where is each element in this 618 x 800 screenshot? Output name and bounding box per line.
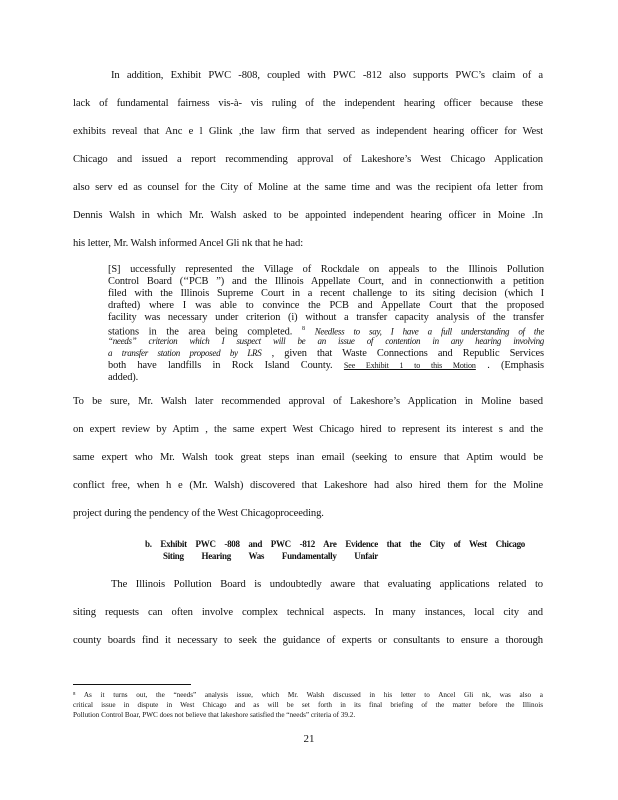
paragraph-line: exhibits reveal that Anc e l Glink ,the law firm that served as independent hearing officer for West	[73, 126, 543, 137]
paragraph-line: on expert review by Aptim , the same expert West Chicago hired to represent its interest s and the	[73, 424, 543, 435]
paragraph-line: his letter, Mr. Walsh informed Ancel Gli nk that he had:	[73, 238, 304, 249]
paragraph-line: In addition, Exhibit PWC -808, coupled with PWC -812 also supports PWC’s claim of a	[111, 70, 543, 81]
block-quote-line	[108, 360, 544, 372]
block-quote-line: drafted) where I was able to convince the PCB and Appellate Court that the proposed	[108, 300, 544, 311]
paragraph-line: The Illinois Pollution Board is undoubtedly aware that evaluating applications related to	[111, 579, 543, 590]
block-quote-line: [S] uccessfully represented the Village of Rockdale on appeals to the Illinois Pollution	[108, 264, 544, 275]
paragraph-line: To be sure, Mr. Walsh later recommended approval of Lakeshore’s Application in Moline based	[73, 396, 543, 407]
paragraph-line: also serv ed as counsel for the City of Moline at the same time and was the recipient ofa letter from	[73, 182, 543, 193]
paragraph-line: lack of fundamental fairness vis-à- vis ruling of the independent hearing officer because these	[73, 98, 543, 109]
block-quote-line	[108, 348, 544, 360]
emphasis-line: “needs” criterion which I suspect will be an issue of contention in any hearing involving	[108, 336, 544, 346]
paragraph-line: Dennis Walsh in which Mr. Walsh asked to be appointed independent hearing officer in Moine .In	[73, 210, 543, 221]
block-quote-line: facility was necessary under criterion (i) without a transfer capacity analysis of the transfer	[108, 312, 544, 323]
footnote-line: critical issue in dispute in West Chicago and as will be set forth in its final briefing of the matter before the Illinois	[73, 701, 543, 709]
paragraph-line: same expert who Mr. Walsh took great steps inan email (seeking to ensure that Aptim would be	[73, 452, 543, 463]
block-quote-line: Control Board (‘‘PCB ”) and the Illinois Appellate Court, and in connectionwith a petition	[108, 276, 544, 287]
section-subheading: b. Exhibit PWC -808 and PWC -812 Are Evidence that the City of West Chicago	[145, 539, 525, 549]
quote-text: , given that Waste Connections and Republic Services	[271, 348, 545, 359]
paragraph-line: conflict free, when h e (Mr. Walsh) discovered that Lakeshore had also hired them for the Moline	[73, 480, 543, 491]
emphasis-text: a transfer station proposed by LRS	[108, 348, 262, 358]
footnote-line: ⁸ As it turns out, the “needs” analysis issue, which Mr. Walsh discussed in his letter to Ancel Gli nk, was also a	[73, 691, 543, 699]
footnote-divider	[73, 684, 191, 685]
paragraph-line: county boards find it necessary to seek the guidance of experts or consultants to ensure a thorough	[73, 635, 543, 646]
section-subheading: Siting Hearing Was Fundamentally Unfair	[163, 551, 378, 561]
quote-text: . (Emphasis	[487, 360, 544, 371]
block-quote-line: added).	[108, 372, 139, 383]
page-number: 21	[303, 733, 315, 745]
exhibit-reference: See Exhibit 1 to this Motion	[343, 361, 476, 370]
quote-text: stations in the area being completed.	[108, 326, 293, 338]
block-quote-line: filed with the Illinois Supreme Court in a recent challenge to its siting decision (which I	[108, 288, 544, 299]
paragraph-line: Chicago and issued a report recommending approval of Lakeshore’s West Chicago Application	[73, 154, 543, 165]
paragraph-line: siting requests can often involve complex technical aspects. In many instances, local city and	[73, 607, 543, 618]
paragraph-line: project during the pendency of the West Chicagoproceeding.	[73, 508, 324, 519]
emphasis-text: Needless to say, I have a full understanding of the	[314, 326, 545, 337]
quote-text: both have landfills in Rock Island County.	[108, 360, 333, 371]
footnote-line: Pollution Control Boar, PWC does not believe that lakeshore satisfied the “needs” criteria of 39.2.	[73, 711, 356, 719]
footnote-ref: 8	[302, 326, 305, 332]
